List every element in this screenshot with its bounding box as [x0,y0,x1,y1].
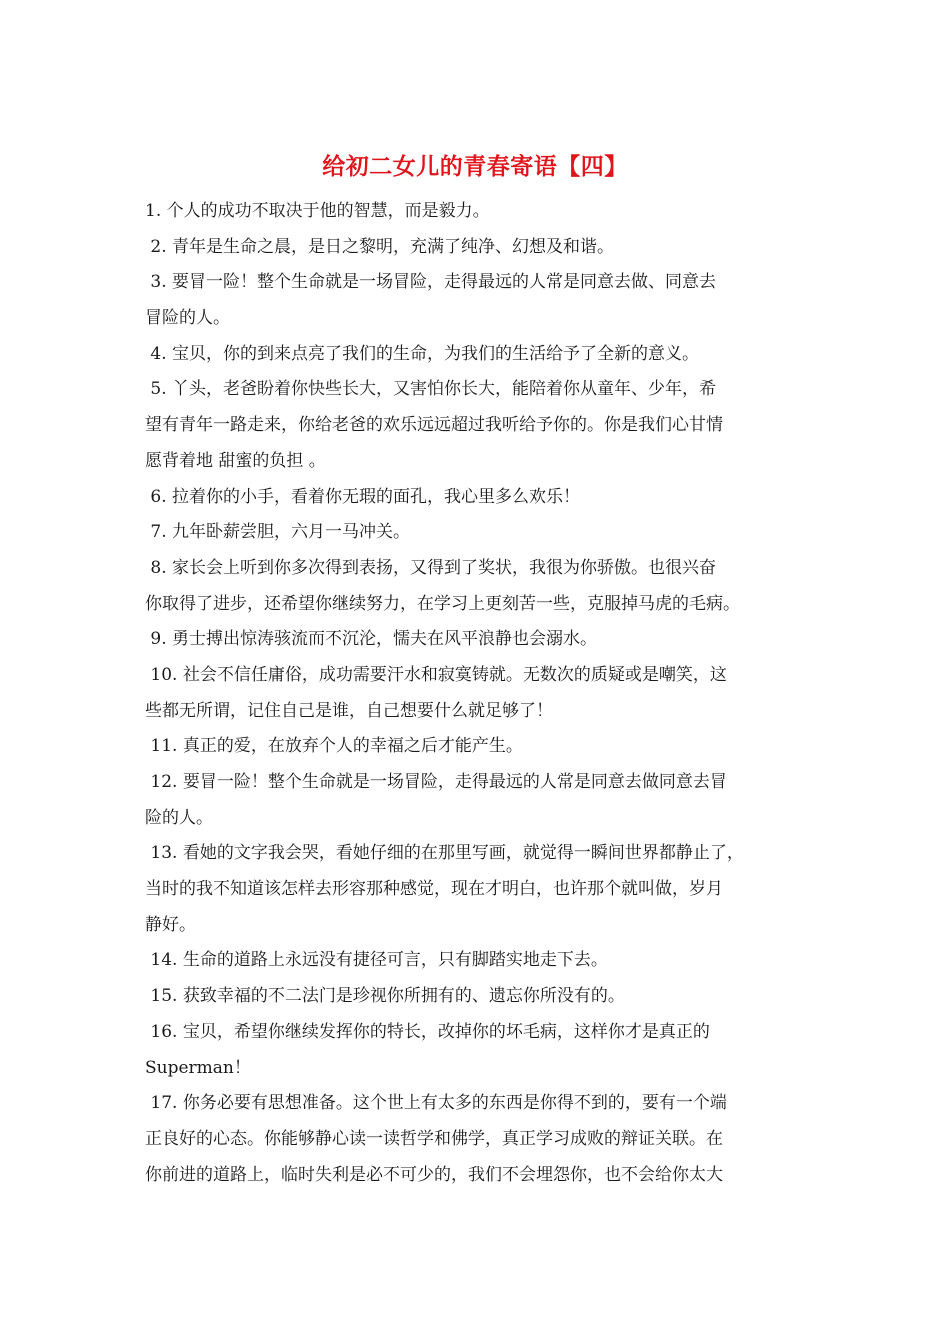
text-line: 2. 青年是生命之晨，是日之黎明，充满了纯净、幻想及和谐。 [145,236,615,257]
text-line: 你前进的道路上，临时失利是必不可少的，我们不会埋怨你，也不会给你太大 [145,1164,723,1185]
text-line: 17. 你务必要有思想准备。这个世上有太多的东西是你得不到的，要有一个端 [145,1093,727,1114]
text-line: 3. 要冒一险！整个生命就是一场冒险，走得最远的人常是同意去做、同意去 [145,272,717,293]
text-line: 12. 要冒一险！整个生命就是一场冒险，走得最远的人常是同意去做同意去冒 [145,772,727,792]
text-line: 13. 看她的文字我会哭，看她仔细的在那里写画，就觉得一瞬间世界都静止了， [145,843,744,864]
text-line: 静好。 [145,914,196,935]
document-body [145,194,825,1193]
text-line: 6. 拉着你的小手，看着你无瑕的面孔，我心里多么欢乐！ [145,486,581,507]
text-line: 1. 个人的成功不取决于他的智慧，而是毅力。 [145,201,490,221]
text-line: 望有青年一路走来，你给老爸的欢乐远远超过我听给予你的。你是我们心甘情 [145,415,723,436]
text-line: 14. 生命的道路上永远没有捷径可言，只有脚踏实地走下去。 [145,950,608,971]
text-line: 冒险的人。 [145,308,230,329]
text-line: 15. 获致幸福的不二法门是珍视你所拥有的、遗忘你所没有的。 [145,986,625,1007]
text-line: 正良好的心态。你能够静心读一读哲学和佛学，真正学习成败的辩证关联。在 [145,1128,723,1149]
text-line: 16. 宝贝，希望你继续发挥你的特长，改掉你的坏毛病，这样你才是真正的 [145,1021,710,1042]
text-line: 7. 九年卧薪尝胆，六月一马冲关。 [145,522,411,543]
text-line: 10. 社会不信任庸俗，成功需要汗水和寂寞铸就。无数次的质疑或是嘲笑，这 [145,664,727,685]
text-line: 8. 家长会上听到你多次得到表扬，又得到了奖状，我很为你骄傲。也很兴奋 [145,557,717,578]
text-line: 险的人。 [145,807,213,828]
text-line: Superman！ [145,1057,251,1078]
text-line: 11. 真正的爱，在放弃个人的幸福之后才能产生。 [145,736,523,757]
text-line: 当时的我不知道该怎样去形容那种感觉，现在才明白，也许那个就叫做，岁月 [145,879,723,900]
text-line: 5. 丫头，老爸盼着你快些长大，又害怕你长大，能陪着你从童年、少年，希 [145,379,717,400]
text-line: 9. 勇士搏出惊涛骇流而不沉沦，懦夫在风平浪静也会溺水。 [145,629,598,650]
document-title: 给初二女儿的青春寄语【四】 [322,154,628,180]
text-line: 些都无所谓，记住自己是谁，自己想要什么就足够了！ [145,700,553,721]
text-line: 4. 宝贝，你的到来点亮了我们的生命，为我们的生活给予了全新的意义。 [145,343,700,364]
text-line: 愿背着地 甜蜜的负担 。 [145,450,326,471]
text-line: 你取得了进步，还希望你继续努力，在学习上更刻苦一些，克服掉马虎的毛病。 [145,593,740,614]
